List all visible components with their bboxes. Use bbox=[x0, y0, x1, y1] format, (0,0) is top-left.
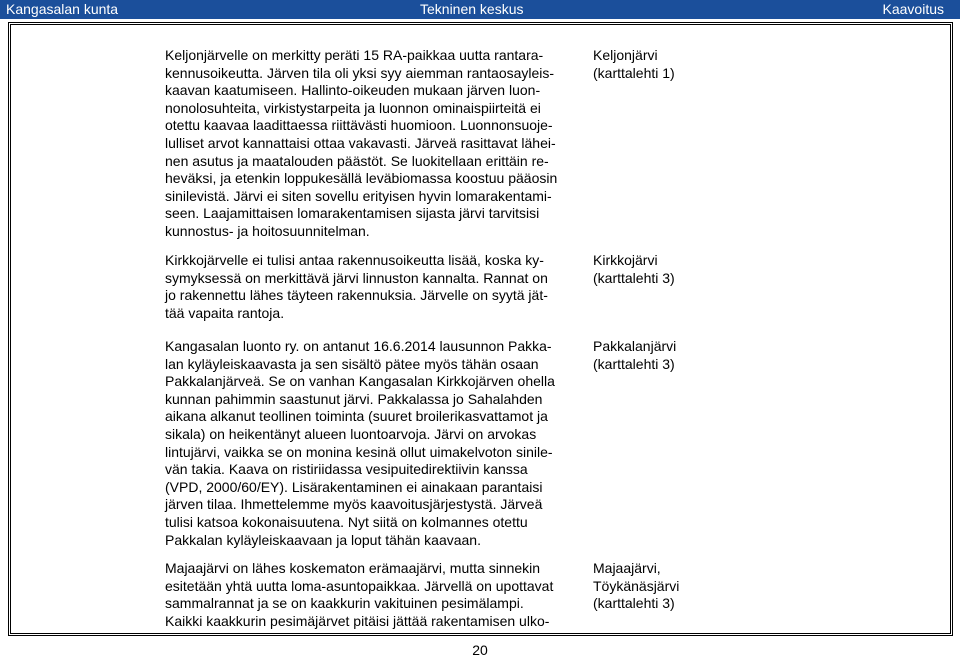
text-line: sikala) on heikentänyt alueen luontoarvoja. Järvi on arvokas bbox=[165, 425, 537, 442]
lake-label-row-1 bbox=[593, 47, 733, 82]
text-line: aikana alkanut teollinen toiminta (suuret broilerikasvattamot ja bbox=[165, 408, 548, 425]
text-line: Kirkkojärvelle ei tulisi antaa rakennusoikeutta lisää, koska ky- bbox=[165, 252, 544, 268]
text-line: sammalrannat ja se on kaakkurin vakituinen pesimälampi. bbox=[165, 595, 524, 612]
text-line: kennusoikeutta. Järven tila oli yksi syy aiemman rantaosayleis- bbox=[165, 64, 555, 81]
text-line: Keljonjärvelle on merkitty peräti 15 RA-paikkaa uutta rantara- bbox=[165, 47, 544, 63]
map-sheet: (karttalehti 3) bbox=[593, 355, 675, 372]
text-line: Kangasalan luonto ry. on antanut 16.6.2014 lausunnon Pakka- bbox=[165, 338, 552, 354]
text-line: tulisi katsoa kokonaisuutena. Nyt siitä on kolmannes otettu bbox=[165, 513, 528, 530]
text-line: Pakkalanjärveä. Se on vanhan Kangasalan Kirkkojärven ohella bbox=[165, 373, 555, 390]
comment-row-3 bbox=[165, 338, 580, 549]
table-border-right-inner bbox=[950, 24, 951, 634]
comment-row-1 bbox=[165, 47, 580, 241]
table-border-left-outer bbox=[8, 22, 9, 636]
comment-row-2 bbox=[165, 252, 580, 322]
lake-name: Majaajärvi, bbox=[593, 560, 661, 576]
text-line: kunnostus- ja hoitosuunnitelman. bbox=[165, 222, 370, 239]
table-border-bottom-outer bbox=[8, 635, 952, 636]
text-line: heväksi, ja etenkin loppukesällä leväbiomassa koostuu pääosin bbox=[165, 170, 558, 187]
header-organization: Kangasalan kunta bbox=[6, 1, 119, 17]
text-line: lulliset arvot kannattaisi ottaa vakavasti. Järveä rasittavat lähei- bbox=[165, 134, 556, 151]
text-line: kaavan kaatumiseen. Hallinto-oikeuden mukaan järven luon- bbox=[165, 82, 541, 99]
lake-name: Keljonjärvi bbox=[593, 47, 658, 63]
text-line: otettu kaavaa laadittaessa riittävästi huomioon. Luonnonsuoje- bbox=[165, 117, 553, 134]
text-line: symyksessä on merkittävä järvi linnuston kannalta. Rannat on bbox=[165, 269, 548, 286]
text-line: tää vapaita rantoja. bbox=[165, 304, 285, 321]
lake-name: Pakkalanjärvi bbox=[593, 338, 677, 354]
table-border-right-outer bbox=[952, 22, 953, 636]
map-sheet: (karttalehti 3) bbox=[593, 595, 675, 612]
text-line: (VPD, 2000/60/EY). Lisärakentaminen ei ainakaan parantaisi bbox=[165, 478, 543, 495]
text-line: sinilevistä. Järvi ei siten sovellu erityisen hyvin lomarakentami- bbox=[165, 187, 552, 204]
map-sheet: (karttalehti 3) bbox=[593, 269, 675, 286]
page-number: 20 bbox=[472, 642, 488, 658]
text-line: seen. Laajamittaisen lomarakentamisen sijasta järvi tarvitsisi bbox=[165, 205, 540, 222]
text-line: esitetään yhtä uutta loma-asuntopaikkaa. Järvellä on upottavat bbox=[165, 577, 554, 594]
lake-label-row-4 bbox=[593, 560, 733, 613]
table-border-left-inner bbox=[10, 24, 11, 634]
text-line: Pakkalan kyläyleiskaavaan ja loput tähän kaavaan. bbox=[165, 531, 481, 548]
text-line: nonolosuhteita, virkistystarpeita ja luonnon ominaispiirteitä ei bbox=[165, 99, 541, 116]
table-border-top-outer bbox=[8, 22, 952, 23]
table-border-bottom-inner bbox=[10, 633, 950, 634]
lake-name-secondary: Töykänäsjärvi bbox=[593, 577, 680, 594]
text-line: nen asutus ja maatalouden päästöt. Se luokitellaan erittäin re- bbox=[165, 152, 549, 169]
text-line: vän takia. Kaava on ristiriidassa vesipuitedirektiivin kanssa bbox=[165, 461, 528, 478]
text-line: jo rakennettu lähes täyteen rakennuksia. Järvelle on syytä jät- bbox=[165, 287, 548, 304]
text-line: Majaajärvi on lähes koskematon erämaajärvi, mutta sinnekin bbox=[165, 560, 541, 576]
header-bar bbox=[0, 0, 960, 19]
header-department: Tekninen keskus bbox=[420, 1, 524, 17]
text-line: järven tilaa. Ihmettelemme myös kaavoitusjärjestystä. Järveä bbox=[165, 496, 543, 513]
lake-label-row-2 bbox=[593, 252, 733, 287]
map-sheet: (karttalehti 1) bbox=[593, 64, 675, 81]
lake-label-row-3 bbox=[593, 338, 733, 373]
header-section: Kaavoitus bbox=[882, 1, 944, 17]
table-border-top-inner bbox=[10, 24, 950, 25]
text-line: Kaikki kaakkurin pesimäjärvet pitäisi jättää rakentamisen ulko- bbox=[165, 612, 550, 629]
comment-row-4 bbox=[165, 560, 580, 630]
text-line: lan kyläyleiskaavasta ja sen sisältö pätee myös tähän osaan bbox=[165, 355, 539, 372]
lake-name: Kirkkojärvi bbox=[593, 252, 658, 268]
text-line: kunnan pahimmin saastunut järvi. Pakkalassa jo Sahalahden bbox=[165, 390, 543, 407]
text-line: lintujärvi, vaikka se on monina kesinä ollut uimakelvoton sinile- bbox=[165, 443, 553, 460]
